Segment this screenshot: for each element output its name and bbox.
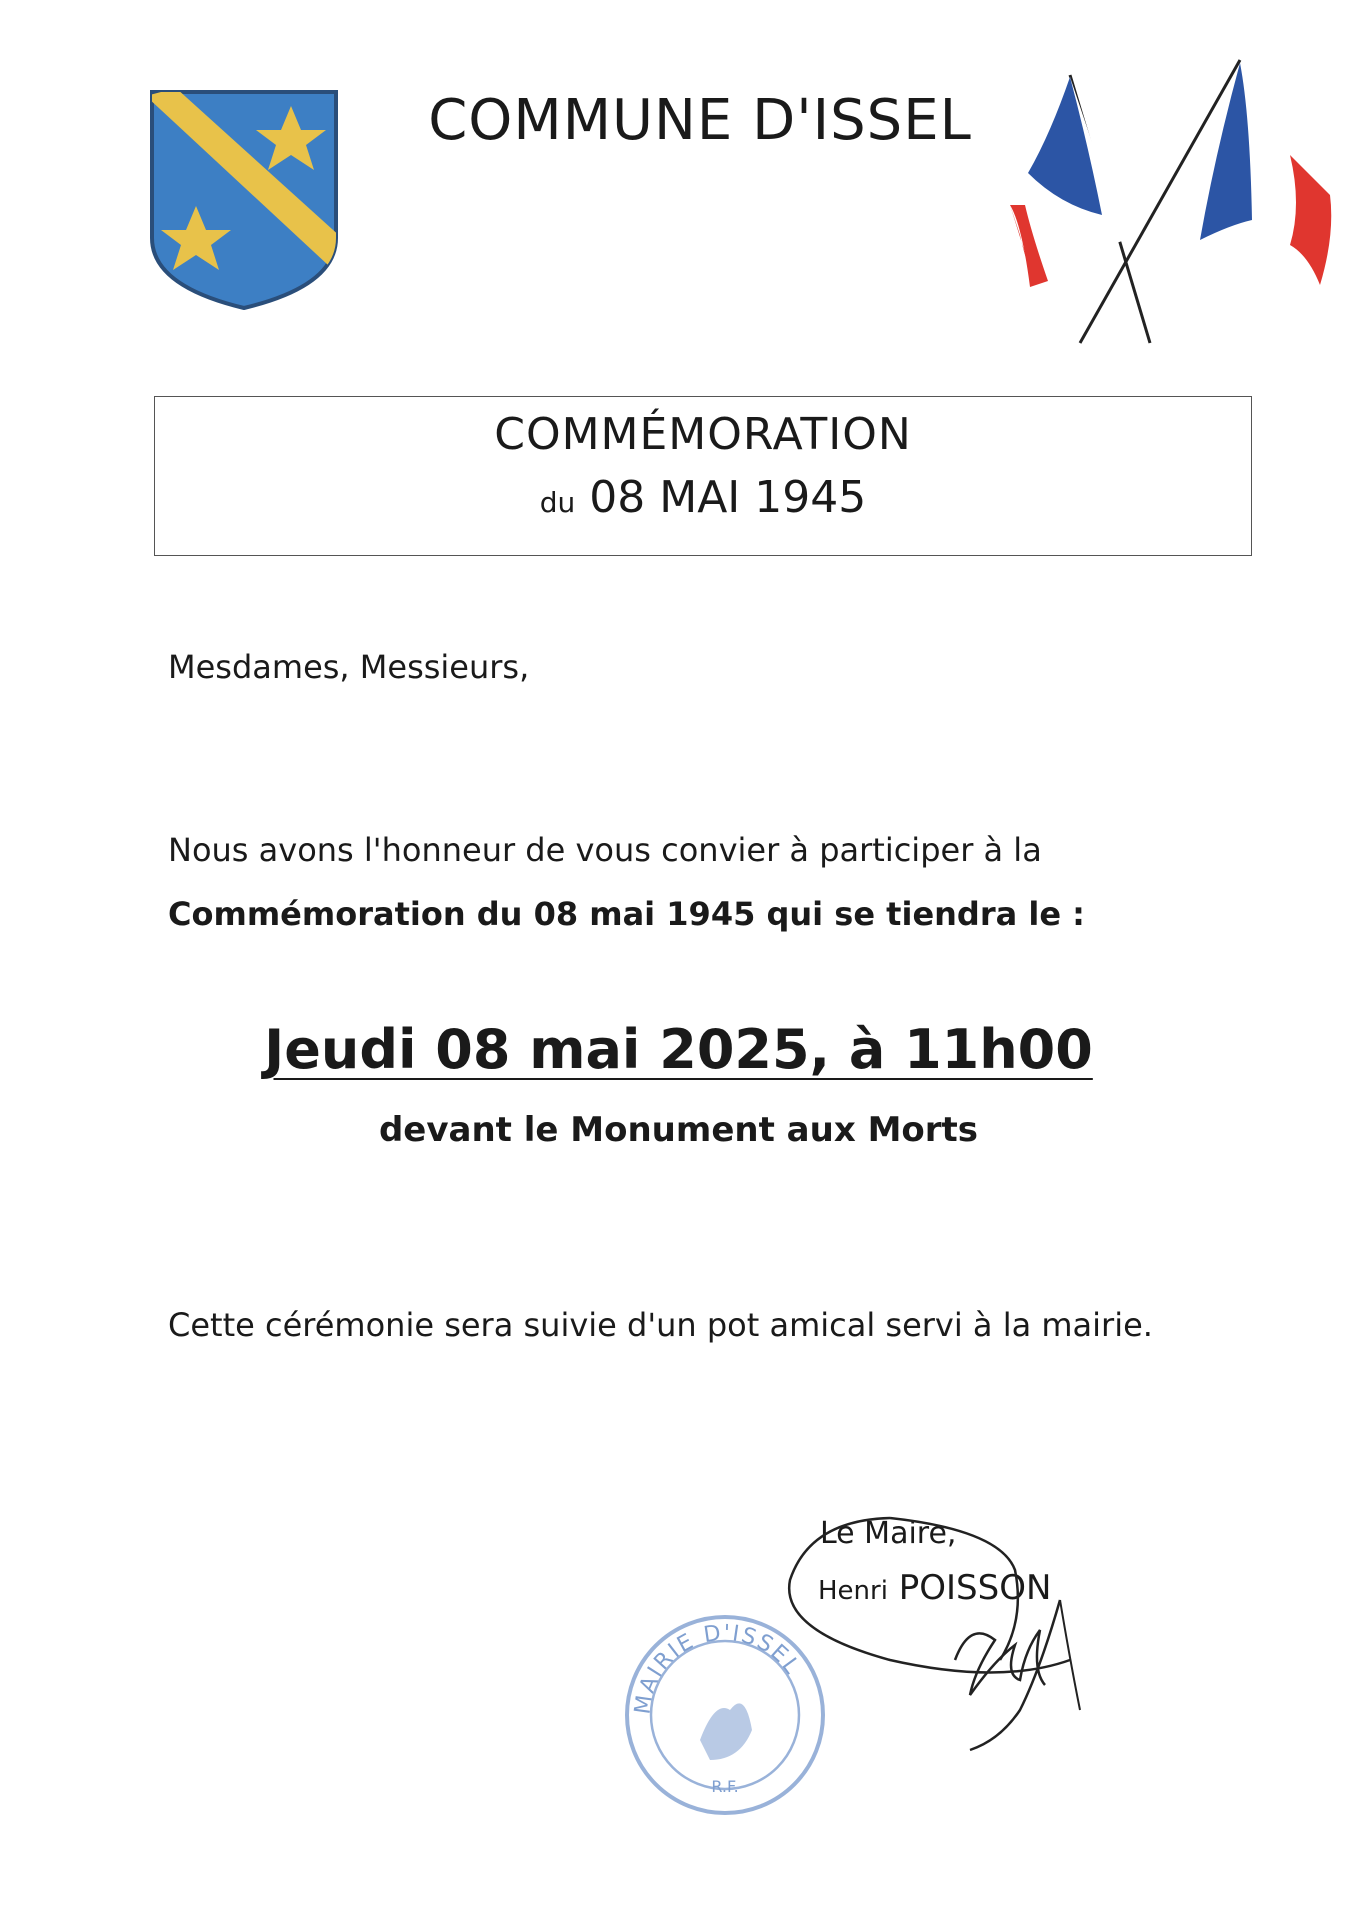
invitation-intro: Nous avons l'honneur de vous convier à participer à la bbox=[168, 831, 1042, 869]
signatory-first-name: Henri bbox=[818, 1576, 888, 1606]
closing-sentence: Cette cérémonie sera suivie d'un pot amical servi à la mairie. bbox=[168, 1306, 1153, 1344]
signatory-last-name: POISSON bbox=[898, 1568, 1052, 1608]
event-date-time bbox=[0, 1018, 1357, 1081]
signatory-title: Le Maire, bbox=[820, 1516, 957, 1551]
invitation-intro-bold: Commémoration du 08 mai 1945 qui se tiendra le : bbox=[168, 895, 1085, 933]
mairie-stamp-icon bbox=[620, 1610, 830, 1820]
event-subtitle-prefix: du bbox=[539, 486, 576, 519]
invitation-paragraph bbox=[168, 818, 1240, 946]
crest-icon bbox=[146, 88, 342, 312]
event-location: devant le Monument aux Morts bbox=[378, 1110, 979, 1150]
commune-title: COMMUNE D'ISSEL bbox=[428, 88, 972, 153]
crossed-flags-icon bbox=[990, 55, 1340, 345]
event-subtitle-date: 08 MAI 1945 bbox=[589, 472, 867, 523]
event-date-time-text: Jeudi 08 mai 2025, à 11h00 bbox=[264, 1018, 1093, 1081]
event-title: COMMÉMORATION bbox=[494, 409, 912, 460]
stamp-footer: R.F. bbox=[711, 1777, 739, 1796]
greeting: Mesdames, Messieurs, bbox=[168, 648, 530, 686]
stamp-text: MAIRIE D'ISSEL bbox=[630, 1620, 805, 1716]
event-subtitle bbox=[155, 472, 1251, 523]
title-box bbox=[154, 396, 1252, 556]
